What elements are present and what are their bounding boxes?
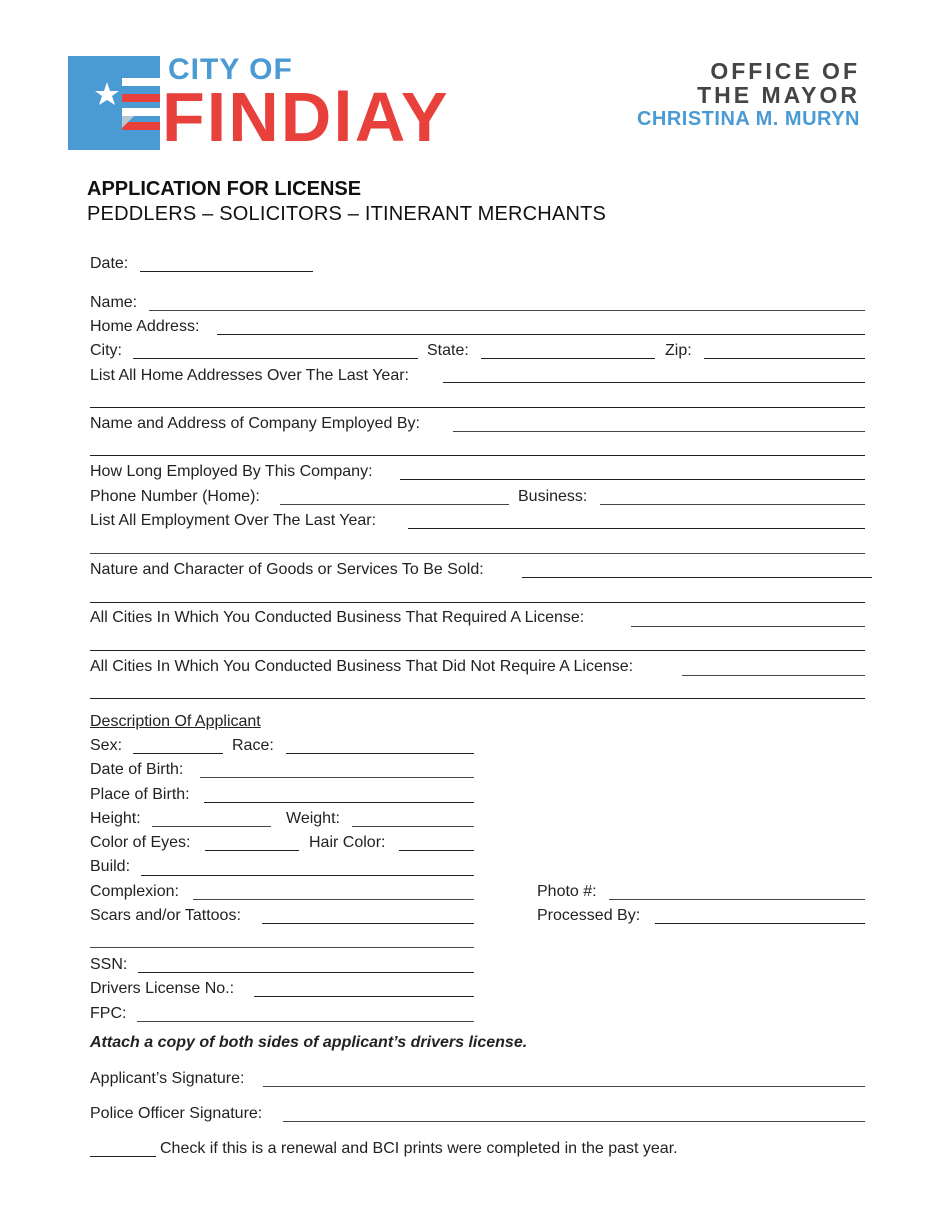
phone-home-field[interactable] [280, 504, 509, 505]
build-label: Build: [90, 858, 131, 875]
weight-label: Weight: [286, 810, 340, 827]
cities-required-field-2[interactable] [90, 650, 865, 651]
logo-findlay-text: FINDlAY [162, 78, 450, 156]
zip-label: Zip: [665, 342, 692, 359]
scars-field[interactable] [262, 923, 474, 924]
date-field[interactable] [140, 271, 313, 272]
scars-label: Scars and/or Tattoos: [90, 907, 241, 924]
business-phone-label: Business: [518, 488, 588, 505]
cities-not-required-field-2[interactable] [90, 698, 865, 699]
city-field[interactable] [133, 358, 418, 359]
height-label: Height: [90, 810, 141, 827]
sex-field[interactable] [133, 753, 223, 754]
police-signature-label: Police Officer Signature: [90, 1105, 263, 1122]
office-of-label: OFFICE OF [710, 58, 860, 84]
build-field[interactable] [141, 875, 474, 876]
dob-field[interactable] [200, 777, 474, 778]
flag-f-icon [68, 56, 160, 150]
cities-required-field[interactable] [631, 626, 865, 627]
eyes-label: Color of Eyes: [90, 834, 191, 851]
cities-required-label: All Cities In Which You Conducted Business That Required A License: [90, 609, 585, 626]
scars-field-2[interactable] [90, 947, 474, 948]
name-field[interactable] [149, 310, 865, 311]
employment-label: List All Employment Over The Last Year: [90, 512, 377, 529]
weight-field[interactable] [352, 826, 474, 827]
pob-field[interactable] [204, 802, 474, 803]
hair-label: Hair Color: [309, 834, 386, 851]
the-mayor-label: THE MAYOR [697, 82, 860, 108]
attach-license-note: Attach a copy of both sides of applicant’s drivers license. [90, 1034, 528, 1051]
goods-label: Nature and Character of Goods or Services To Be Sold: [90, 561, 484, 578]
hair-field[interactable] [399, 850, 474, 851]
company-field[interactable] [453, 431, 865, 432]
home-addresses-label: List All Home Addresses Over The Last Year: [90, 367, 409, 384]
dl-label: Drivers License No.: [90, 980, 235, 997]
city-logo [68, 53, 482, 156]
page-subtitle: PEDDLERS – SOLICITORS – ITINERANT MERCHANTS [87, 203, 607, 225]
applicant-signature-label: Applicant’s Signature: [90, 1070, 245, 1087]
applicant-signature-field[interactable] [263, 1086, 865, 1087]
state-field[interactable] [481, 358, 655, 359]
ssn-label: SSN: [90, 956, 128, 973]
page-title: APPLICATION FOR LICENSE [87, 178, 362, 200]
zip-field[interactable] [704, 358, 865, 359]
processed-field[interactable] [655, 923, 865, 924]
home-addresses-field-2[interactable] [90, 407, 865, 408]
phone-home-label: Phone Number (Home): [90, 488, 260, 505]
company-label: Name and Address of Company Employed By: [90, 415, 420, 432]
sex-label: Sex: [90, 737, 123, 754]
cities-not-required-label: All Cities In Which You Conducted Business That Did Not Require A License: [90, 658, 634, 675]
description-heading: Description Of Applicant [90, 713, 261, 730]
pob-label: Place of Birth: [90, 786, 190, 803]
home-address-field[interactable] [217, 334, 865, 335]
city-label: City: [90, 342, 122, 359]
photo-field[interactable] [609, 899, 865, 900]
employment-field-2[interactable] [90, 553, 865, 554]
complexion-field[interactable] [193, 899, 474, 900]
dl-field[interactable] [254, 996, 474, 997]
renewal-check-field[interactable] [90, 1156, 156, 1157]
business-phone-field[interactable] [600, 504, 865, 505]
mayor-name: CHRISTINA M. MURYN [636, 108, 860, 130]
state-label: State: [427, 342, 469, 359]
cities-not-required-field[interactable] [682, 675, 865, 676]
date-label: Date: [90, 255, 129, 272]
employment-field[interactable] [408, 528, 865, 529]
dob-label: Date of Birth: [90, 761, 184, 778]
fpc-label: FPC: [90, 1005, 127, 1022]
race-label: Race: [232, 737, 274, 754]
home-addresses-field[interactable] [443, 382, 865, 383]
name-label: Name: [90, 294, 138, 311]
complexion-label: Complexion: [90, 883, 179, 900]
police-signature-field[interactable] [283, 1121, 865, 1122]
goods-field[interactable] [522, 577, 872, 578]
goods-field-2[interactable] [90, 602, 865, 603]
logo-city-text: CITY OF [168, 53, 293, 86]
how-long-field[interactable] [400, 479, 865, 480]
eyes-field[interactable] [205, 850, 299, 851]
height-field[interactable] [152, 826, 271, 827]
ssn-field[interactable] [138, 972, 474, 973]
photo-label: Photo #: [537, 883, 597, 900]
company-field-2[interactable] [90, 455, 865, 456]
race-field[interactable] [286, 753, 474, 754]
fpc-field[interactable] [137, 1021, 474, 1022]
renewal-label: Check if this is a renewal and BCI prints were completed in the past year. [160, 1140, 678, 1157]
processed-label: Processed By: [537, 907, 641, 924]
how-long-label: How Long Employed By This Company: [90, 463, 373, 480]
home-address-label: Home Address: [90, 318, 200, 335]
